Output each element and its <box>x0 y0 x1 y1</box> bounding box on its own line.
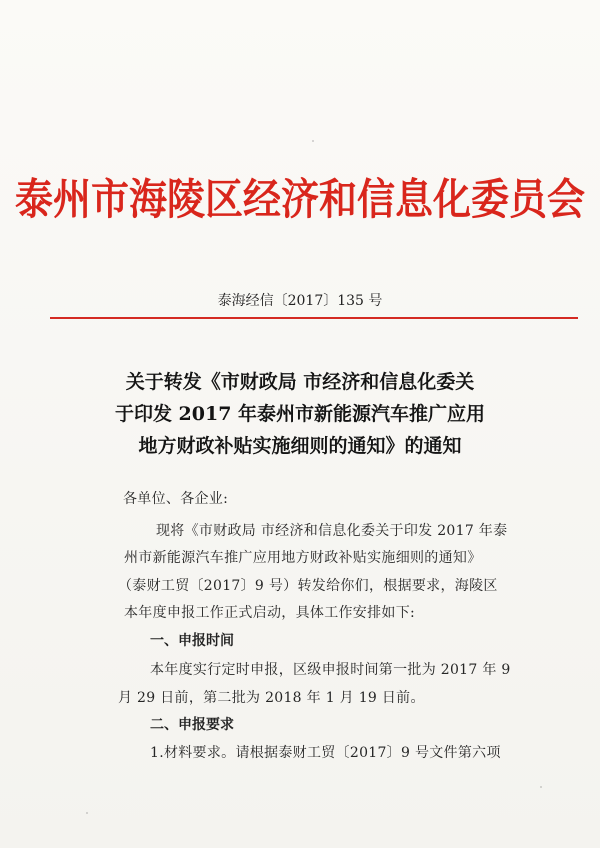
salutation: 各单位、各企业: <box>123 491 229 507</box>
intro-line-3: （泰财工贸〔2017〕9 号）转发给你们，根据要求，海陵区 <box>118 578 498 594</box>
document-title-line-2: 于印发 2017 年泰州市新能源汽车推广应用 <box>114 403 486 425</box>
document-title-line-1: 关于转发《市财政局 市经济和信息化委关 <box>125 371 475 393</box>
scan-speck <box>86 812 88 814</box>
section-1-heading: 一、申报时间 <box>150 633 234 649</box>
section-2-heading: 二、申报要求 <box>150 717 234 733</box>
document-number: 泰海经信〔2017〕135 号 <box>217 293 383 309</box>
intro-line-2: 州市新能源汽车推广应用地方财政补贴实施细则的通知》 <box>124 550 482 566</box>
intro-line-4: 本年度申报工作正式启动，具体工作安排如下: <box>124 605 416 621</box>
section-2-line-1: 1.材料要求。请根据泰财工贸〔2017〕9 号文件第六项 <box>150 745 501 761</box>
red-divider-line <box>50 317 578 319</box>
scan-speck <box>540 786 542 788</box>
scan-speck <box>312 140 314 142</box>
intro-line-1: 现将《市财政局 市经济和信息化委关于印发 2017 年泰 <box>156 523 508 539</box>
section-1-line-1: 本年度实行定时申报，区级申报时间第一批为 2017 年 9 <box>150 662 511 678</box>
issuer-header: 泰州市海陵区经济和信息化委员会 <box>14 173 585 225</box>
section-1-line-2: 月 29 日前，第二批为 2018 年 1 月 19 日前。 <box>118 690 425 706</box>
document-title-line-3: 地方财政补贴实施细则的通知》的通知 <box>138 435 462 457</box>
